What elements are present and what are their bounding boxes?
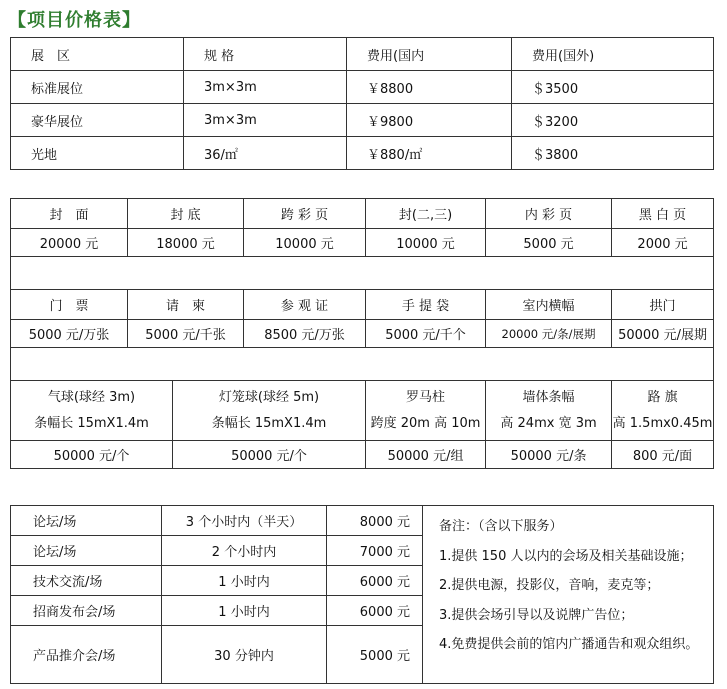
booth-price-foreign: ＄3200 [512,104,714,137]
event-type: 招商发布会/场 [11,596,162,626]
event-type: 技术交流/场 [11,566,162,596]
booth-type: 标准展位 [11,71,184,104]
blank-cell [11,257,714,290]
ad-label-line: 气球(球经 3m) [47,389,136,405]
ad-label-line: 路 旗 [647,389,678,405]
ad-label: 手 提 袋 [366,290,486,320]
ad-label: 门 票 [11,290,128,320]
ad-label: 黑 白 页 [612,199,714,229]
ad-price: 50000 元/展期 [612,320,714,348]
event-price: 5000 元 [327,626,423,684]
ad-label: 封(二,三) [366,199,486,229]
header-cell: 展 区 [11,38,184,71]
ad-price: 8500 元/万张 [244,320,366,348]
table-row [11,199,714,229]
event-type: 论坛/场 [11,536,162,566]
advertising-price-table [10,198,714,469]
ad-label: 室内横幅 [486,290,612,320]
ad-label: 内 彩 页 [486,199,612,229]
ad-price: 50000 元/个 [173,441,366,469]
ad-price: 50000 元/组 [366,441,486,469]
booth-price-domestic: ￥8800 [347,71,512,104]
ad-price: 10000 元 [244,229,366,257]
booth-price-domestic: ￥9800 [347,104,512,137]
table-row [11,506,714,536]
notes-item: 3.提供会场引导以及说牌广告位； [439,607,634,623]
event-price: 8000 元 [327,506,423,536]
notes-item: 1.提供 150 人以内的会场及相关基础设施； [439,548,693,564]
booth-type: 豪华展位 [11,104,184,137]
ad-label: 参 观 证 [244,290,366,320]
table-divider-row [11,257,714,290]
table-row [11,229,714,257]
event-duration: 3 个小时内（半天） [162,506,327,536]
table-row [11,290,714,320]
page-title: 【项目价格表】 [8,10,141,31]
event-duration: 1 小时内 [162,566,327,596]
notes-title: 备注：（含以下服务） [439,519,563,534]
table-row [11,381,714,441]
booth-price-table [10,37,714,170]
ad-price: 5000 元 [486,229,612,257]
service-notes [423,506,714,684]
ad-price: 20000 元 [11,229,128,257]
ad-price: 10000 元 [366,229,486,257]
notes-item: 4.免费提供会前的馆内广播通告和观众组织。 [439,637,699,652]
booth-price-foreign: ＄3800 [512,137,714,170]
ad-label-line: 罗马柱 [406,389,446,405]
blank-cell [11,348,714,381]
ad-price: 50000 元/个 [11,441,173,469]
booth-price-foreign: ＄3500 [512,71,714,104]
header-cell: 规 格 [184,38,347,71]
booth-price-domestic: ￥880/㎡ [347,137,512,170]
booth-size: 36/㎡ [184,137,347,170]
event-type: 论坛/场 [11,506,162,536]
table-header-row [11,38,714,71]
ad-price: 800 元/面 [612,441,714,469]
ad-label-line: 条幅长 15mX1.4m [34,415,149,431]
ad-label [612,381,714,441]
event-type: 产品推介会/场 [11,626,162,684]
notes-item: 2.提供电源，投影仪，音响，麦克等； [439,578,660,593]
ad-label: 跨 彩 页 [244,199,366,229]
ad-label: 拱门 [612,290,714,320]
ad-label-line: 高 1.5mx0.45m [612,415,713,431]
ad-label-line: 高 24mx 宽 3m [500,415,597,431]
booth-type: 光地 [11,137,184,170]
ad-price: 5000 元/千个 [366,320,486,348]
table-row [11,441,714,469]
ad-label [11,381,173,441]
event-duration: 1 小时内 [162,596,327,626]
ad-label [366,381,486,441]
table-divider-row [11,348,714,381]
ad-label-line: 墙体条幅 [522,389,575,405]
event-price: 7000 元 [327,536,423,566]
ad-price: 50000 元/条 [486,441,612,469]
booth-size: 3m×3m [184,71,347,104]
booth-size: 3m×3m [184,104,347,137]
event-duration: 30 分钟内 [162,626,327,684]
table-row [11,104,714,137]
ad-price: 5000 元/万张 [11,320,128,348]
event-price: 6000 元 [327,596,423,626]
ad-label-line: 灯笼球(球经 5m) [218,389,320,405]
ad-label [173,381,366,441]
header-cell: 费用(国外) [512,38,714,71]
table-row [11,320,714,348]
header-cell: 费用(国内 [347,38,512,71]
event-price-table [10,505,714,684]
ad-label-line: 条幅长 15mX1.4m [211,415,327,431]
ad-price: 20000 元/条/展期 [486,320,612,348]
ad-label: 封 面 [11,199,128,229]
ad-price: 5000 元/千张 [128,320,244,348]
ad-label [486,381,612,441]
event-price: 6000 元 [327,566,423,596]
table-row [11,137,714,170]
ad-price: 2000 元 [612,229,714,257]
ad-label: 请 柬 [128,290,244,320]
ad-label-line: 跨度 20m 高 10m [370,415,481,431]
event-duration: 2 个小时内 [162,536,327,566]
ad-price: 18000 元 [128,229,244,257]
ad-label: 封 底 [128,199,244,229]
table-row [11,71,714,104]
